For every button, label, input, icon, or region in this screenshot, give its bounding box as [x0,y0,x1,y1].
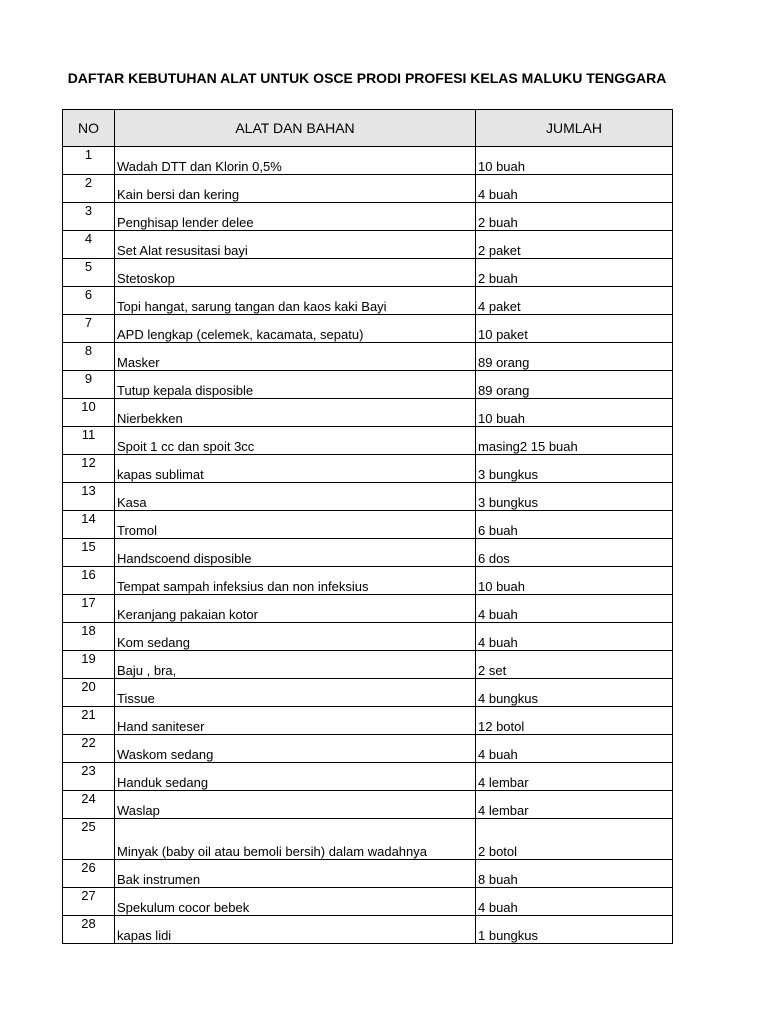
row-number: 3 [63,203,115,231]
item-name: Handuk sedang [115,763,476,791]
row-number: 22 [63,735,115,763]
item-quantity: masing2 15 buah [476,427,673,455]
item-quantity: 89 orang [476,343,673,371]
document-title: DAFTAR KEBUTUHAN ALAT UNTUK OSCE PRODI PROFESI KELAS MALUKU TENGGARA [67,70,667,86]
item-name: Wadah DTT dan Klorin 0,5% [115,147,476,175]
table-row [63,175,673,203]
item-quantity: 6 dos [476,539,673,567]
table-row [63,539,673,567]
table-row [63,259,673,287]
table-row [63,203,673,231]
item-quantity: 10 paket [476,315,673,343]
item-name: Tutup kepala disposible [115,371,476,399]
item-name: Tromol [115,511,476,539]
table-row [63,315,673,343]
table-row [63,147,673,175]
item-quantity: 8 buah [476,860,673,888]
item-quantity: 2 buah [476,259,673,287]
row-number: 8 [63,343,115,371]
item-quantity: 4 paket [476,287,673,315]
item-quantity: 2 set [476,651,673,679]
table-row [63,483,673,511]
table-row [63,791,673,819]
item-quantity: 4 buah [476,595,673,623]
row-number: 4 [63,231,115,259]
table-row [63,595,673,623]
table-row [63,623,673,651]
item-quantity: 2 botol [476,819,673,860]
row-number: 6 [63,287,115,315]
row-number: 27 [63,888,115,916]
item-name: Stetoskop [115,259,476,287]
table-body [63,147,673,944]
row-number: 21 [63,707,115,735]
table-row [63,763,673,791]
header-no: NO [63,110,115,147]
item-name: Waslap [115,791,476,819]
item-name: Set Alat resusitasi bayi [115,231,476,259]
item-name: Keranjang pakaian kotor [115,595,476,623]
table-row [63,916,673,944]
table-row [63,819,673,860]
row-number: 9 [63,371,115,399]
table-header-row [63,110,673,147]
equipment-table [62,109,673,944]
row-number: 15 [63,539,115,567]
item-name: Nierbekken [115,399,476,427]
header-qty: JUMLAH [476,110,673,147]
item-name: Tempat sampah infeksius dan non infeksius [115,567,476,595]
table-row [63,343,673,371]
row-number: 19 [63,651,115,679]
item-quantity: 2 buah [476,203,673,231]
item-quantity: 2 paket [476,231,673,259]
item-quantity: 1 bungkus [476,916,673,944]
item-quantity: 10 buah [476,147,673,175]
row-number: 2 [63,175,115,203]
row-number: 14 [63,511,115,539]
item-quantity: 4 lembar [476,763,673,791]
table-row [63,511,673,539]
item-name: Hand saniteser [115,707,476,735]
item-quantity: 3 bungkus [476,455,673,483]
item-name: Penghisap lender delee [115,203,476,231]
item-name: kapas sublimat [115,455,476,483]
header-item: ALAT DAN BAHAN [115,110,476,147]
row-number: 20 [63,679,115,707]
table-row [63,427,673,455]
item-quantity: 12 botol [476,707,673,735]
row-number: 11 [63,427,115,455]
item-name: Kom sedang [115,623,476,651]
table-row [63,231,673,259]
item-name: Topi hangat, sarung tangan dan kaos kaki Bayi [115,287,476,315]
row-number: 12 [63,455,115,483]
item-name: Minyak (baby oil atau bemoli bersih) dalam wadahnya [115,819,476,860]
item-quantity: 4 buah [476,623,673,651]
item-name: Baju , bra, [115,651,476,679]
item-name: Bak instrumen [115,860,476,888]
item-quantity: 6 buah [476,511,673,539]
table-row [63,888,673,916]
item-quantity: 10 buah [476,399,673,427]
item-name: Handscoend disposible [115,539,476,567]
item-name: Kain bersi dan kering [115,175,476,203]
item-name: Kasa [115,483,476,511]
table-row [63,679,673,707]
row-number: 7 [63,315,115,343]
table-row [63,860,673,888]
item-name: Masker [115,343,476,371]
row-number: 26 [63,860,115,888]
row-number: 28 [63,916,115,944]
row-number: 16 [63,567,115,595]
item-quantity: 4 buah [476,175,673,203]
row-number: 18 [63,623,115,651]
item-quantity: 4 buah [476,735,673,763]
row-number: 5 [63,259,115,287]
item-name: APD lengkap (celemek, kacamata, sepatu) [115,315,476,343]
table-row [63,567,673,595]
table-row [63,455,673,483]
item-name: Waskom sedang [115,735,476,763]
row-number: 24 [63,791,115,819]
item-quantity: 4 bungkus [476,679,673,707]
table-row [63,371,673,399]
table-row [63,707,673,735]
item-quantity: 4 buah [476,888,673,916]
row-number: 25 [63,819,115,860]
item-name: Spekulum cocor bebek [115,888,476,916]
item-quantity: 4 lembar [476,791,673,819]
item-name: Tissue [115,679,476,707]
row-number: 13 [63,483,115,511]
row-number: 23 [63,763,115,791]
table-row [63,287,673,315]
item-name: Spoit 1 cc dan spoit 3cc [115,427,476,455]
item-name: kapas lidi [115,916,476,944]
item-quantity: 10 buah [476,567,673,595]
row-number: 17 [63,595,115,623]
item-quantity: 3 bungkus [476,483,673,511]
table-row [63,399,673,427]
row-number: 1 [63,147,115,175]
row-number: 10 [63,399,115,427]
table-row [63,651,673,679]
item-quantity: 89 orang [476,371,673,399]
table-row [63,735,673,763]
